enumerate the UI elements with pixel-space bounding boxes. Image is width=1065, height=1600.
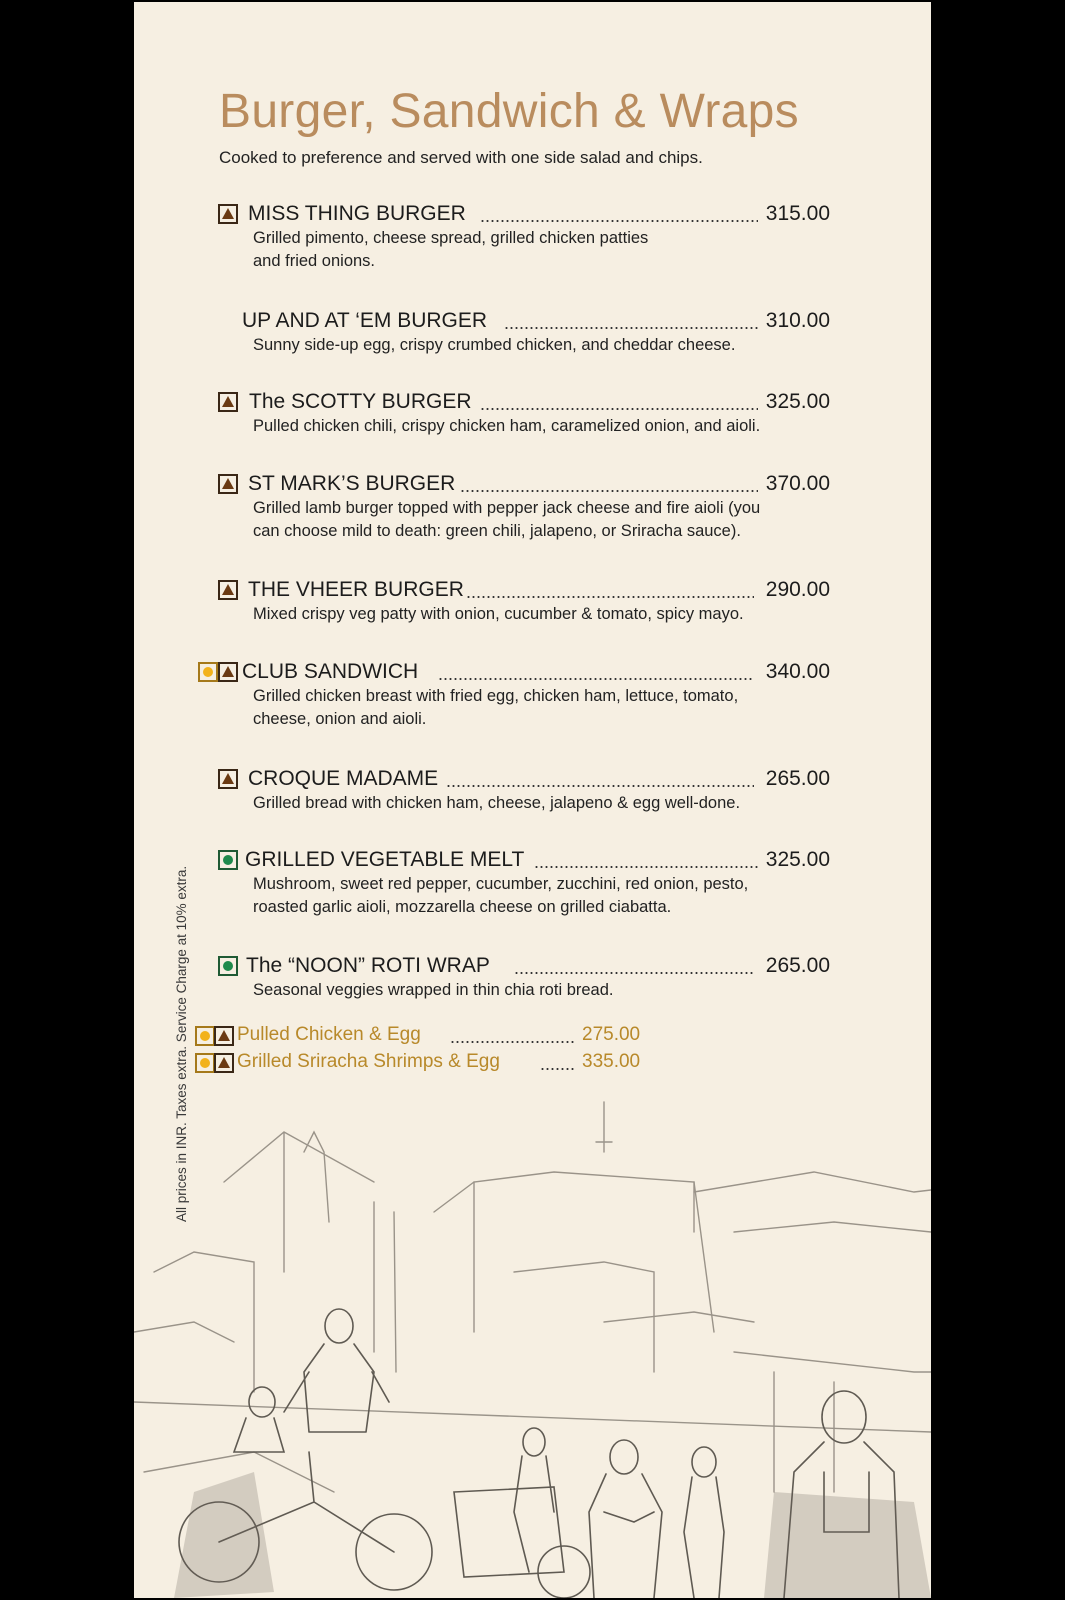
leader-dots bbox=[466, 577, 754, 599]
item-description-line: roasted garlic aioli, mozzarella cheese on grilled ciabatta. bbox=[253, 898, 672, 916]
menu-item-header bbox=[134, 201, 931, 227]
non-veg-marker-icon bbox=[218, 769, 238, 789]
page-title: Burger, Sandwich & Wraps bbox=[219, 85, 799, 138]
menu-item-header bbox=[134, 659, 931, 685]
menu-item-header bbox=[134, 389, 931, 415]
item-description-line: Grilled bread with chicken ham, cheese, jalapeno & egg well-done. bbox=[253, 794, 741, 812]
egg-marker-icon bbox=[195, 1053, 215, 1073]
menu-page bbox=[134, 2, 931, 1598]
leader-dots bbox=[540, 1050, 574, 1072]
item-price: 340.00 bbox=[765, 660, 830, 683]
menu-item-header bbox=[134, 953, 931, 979]
leader-dots bbox=[460, 471, 758, 493]
menu-item-header bbox=[134, 308, 931, 334]
item-name: UP AND AT ‘EM BURGER bbox=[242, 309, 488, 332]
veg-marker-icon bbox=[218, 956, 238, 976]
item-price: 325.00 bbox=[765, 848, 830, 871]
item-name: GRILLED VEGETABLE MELT bbox=[245, 848, 525, 871]
egg-marker-icon bbox=[195, 1026, 215, 1046]
addon-name: Pulled Chicken & Egg bbox=[237, 1024, 421, 1045]
non-veg-marker-icon bbox=[218, 204, 238, 224]
item-price: 325.00 bbox=[765, 390, 830, 413]
addon-item bbox=[134, 1023, 931, 1047]
item-name: The “NOON” ROTI WRAP bbox=[246, 954, 490, 977]
leader-dots bbox=[450, 1023, 574, 1045]
item-description-line: Mixed crispy veg patty with onion, cucumber & tomato, spicy mayo. bbox=[253, 605, 744, 623]
item-description-line: Mushroom, sweet red pepper, cucumber, zucchini, red onion, pesto, bbox=[253, 875, 749, 893]
leader-dots bbox=[438, 659, 754, 681]
item-description-line: can choose mild to death: green chili, jalapeno, or Sriracha sauce). bbox=[253, 522, 741, 540]
item-name: CROQUE MADAME bbox=[248, 767, 439, 790]
item-price: 310.00 bbox=[765, 309, 830, 332]
item-name: CLUB SANDWICH bbox=[242, 660, 419, 683]
non-veg-marker-icon bbox=[214, 1053, 234, 1073]
item-description-line: cheese, onion and aioli. bbox=[253, 710, 427, 728]
egg-marker-icon bbox=[198, 662, 218, 682]
leader-dots bbox=[534, 847, 758, 869]
price-disclaimer: All prices in INR. Taxes extra. Service Charge at 10% extra. bbox=[174, 865, 189, 1222]
addon-price: 275.00 bbox=[582, 1024, 641, 1045]
veg-marker-icon bbox=[218, 850, 238, 870]
addon-item bbox=[134, 1050, 931, 1074]
non-veg-marker-icon bbox=[218, 662, 238, 682]
item-description-line: Sunny side-up egg, crispy crumbed chicken, and cheddar cheese. bbox=[253, 336, 736, 354]
item-description-line: Grilled lamb burger topped with pepper jack cheese and fire aioli (you bbox=[253, 499, 761, 517]
non-veg-marker-icon bbox=[218, 392, 238, 412]
item-price: 265.00 bbox=[765, 954, 830, 977]
leader-dots bbox=[446, 766, 754, 788]
item-description-line: Seasonal veggies wrapped in thin chia roti bread. bbox=[253, 981, 614, 999]
item-description-line: Grilled pimento, cheese spread, grilled chicken patties bbox=[253, 229, 649, 247]
addon-price: 335.00 bbox=[582, 1051, 641, 1072]
item-name: ST MARK’S BURGER bbox=[248, 472, 456, 495]
item-description-line: and fried onions. bbox=[253, 252, 376, 270]
page-subtitle: Cooked to preference and served with one side salad and chips. bbox=[219, 148, 703, 167]
leader-dots bbox=[480, 389, 758, 411]
item-description-line: Grilled chicken breast with fried egg, chicken ham, lettuce, tomato, bbox=[253, 687, 739, 705]
non-veg-marker-icon bbox=[218, 474, 238, 494]
menu-item-header bbox=[134, 471, 931, 497]
item-price: 370.00 bbox=[765, 472, 830, 495]
item-name: THE VHEER BURGER bbox=[248, 578, 464, 601]
item-description-line: Pulled chicken chili, crispy chicken ham, caramelized onion, and aioli. bbox=[253, 417, 761, 435]
non-veg-marker-icon bbox=[214, 1026, 234, 1046]
item-name: MISS THING BURGER bbox=[248, 202, 466, 225]
menu-item-header bbox=[134, 577, 931, 603]
item-price: 265.00 bbox=[765, 767, 830, 790]
leader-dots bbox=[504, 308, 758, 330]
non-veg-marker-icon bbox=[218, 580, 238, 600]
menu-item-header bbox=[134, 847, 931, 873]
addon-name: Grilled Sriracha Shrimps & Egg bbox=[237, 1051, 500, 1072]
item-price: 290.00 bbox=[765, 578, 830, 601]
menu-item-header bbox=[134, 766, 931, 792]
leader-dots bbox=[480, 201, 758, 223]
item-price: 315.00 bbox=[765, 202, 830, 225]
item-name: The SCOTTY BURGER bbox=[249, 390, 472, 413]
leader-dots bbox=[514, 953, 754, 975]
street-sketch-illustration bbox=[134, 1072, 931, 1598]
